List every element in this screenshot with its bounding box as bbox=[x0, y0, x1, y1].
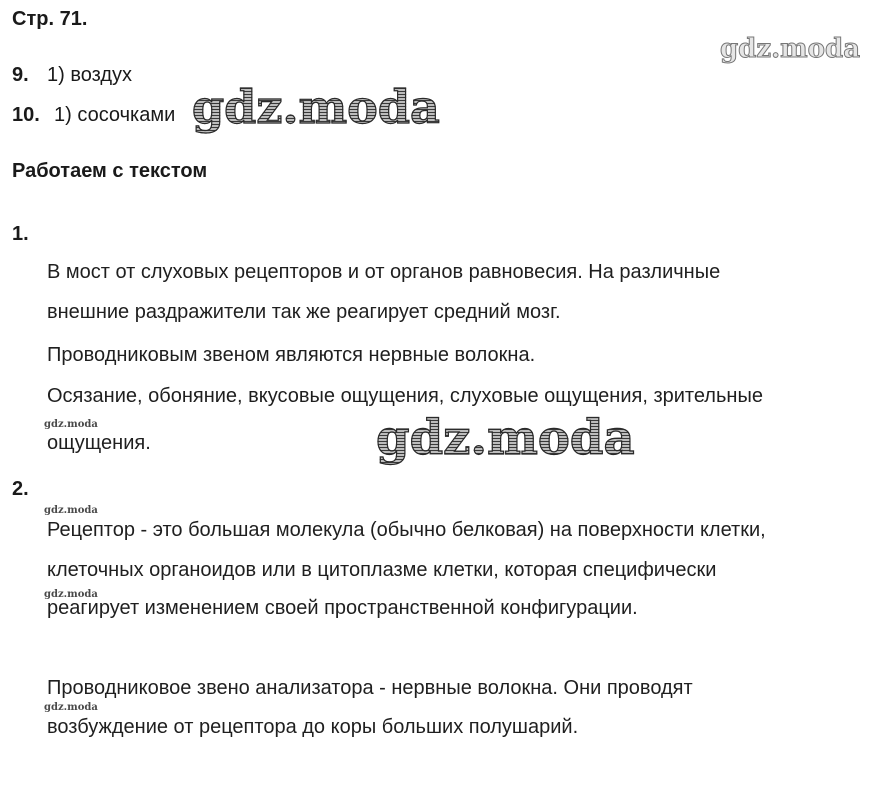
answer-text: 1) воздух bbox=[47, 64, 133, 86]
answer-text: 1) сосочками bbox=[54, 104, 176, 126]
watermark-large: gdz.moda bbox=[376, 410, 635, 466]
task-1-line: внешние раздражители так же реагирует средний мозг. bbox=[47, 301, 561, 323]
task-2-line: Рецептор - это большая молекула (обычно белковая) на поверхности клетки, bbox=[47, 519, 766, 541]
watermark-small: gdz.moda bbox=[44, 419, 98, 430]
task-2-line: клеточных органоидов или в цитоплазме клетки, которая специфически bbox=[47, 559, 717, 581]
task-1-line: Проводниковым звеном являются нервные волокна. bbox=[47, 344, 536, 366]
task-2-line: реагирует изменением своей пространственной конфигурации. bbox=[47, 597, 638, 619]
task-number-2: 2. bbox=[12, 478, 29, 500]
task-2-line: Проводниковое звено анализатора - нервные волокна. Они проводят bbox=[47, 677, 693, 699]
task-1-line: В мост от слуховых рецепторов и от органов равновесия. На различные bbox=[47, 261, 721, 283]
task-number-1: 1. bbox=[12, 223, 29, 245]
question-number: 10. bbox=[12, 104, 40, 126]
task-2-line: возбуждение от рецептора до коры больших полушарий. bbox=[47, 716, 579, 738]
watermark-large: gdz.moda bbox=[192, 80, 440, 134]
section-title: Работаем с текстом bbox=[12, 160, 208, 182]
watermark-small: gdz.moda bbox=[44, 589, 98, 600]
watermark-small: gdz.moda bbox=[44, 702, 98, 713]
task-1-line: Осязание, обоняние, вкусовые ощущения, слуховые ощущения, зрительные bbox=[47, 385, 763, 407]
task-1-line: ощущения. bbox=[47, 432, 151, 454]
page-title: Стр. 71. bbox=[12, 8, 88, 30]
question-number: 9. bbox=[12, 64, 29, 86]
watermark-small: gdz.moda bbox=[44, 505, 98, 516]
watermark-top-right: gdz.moda bbox=[720, 34, 861, 64]
